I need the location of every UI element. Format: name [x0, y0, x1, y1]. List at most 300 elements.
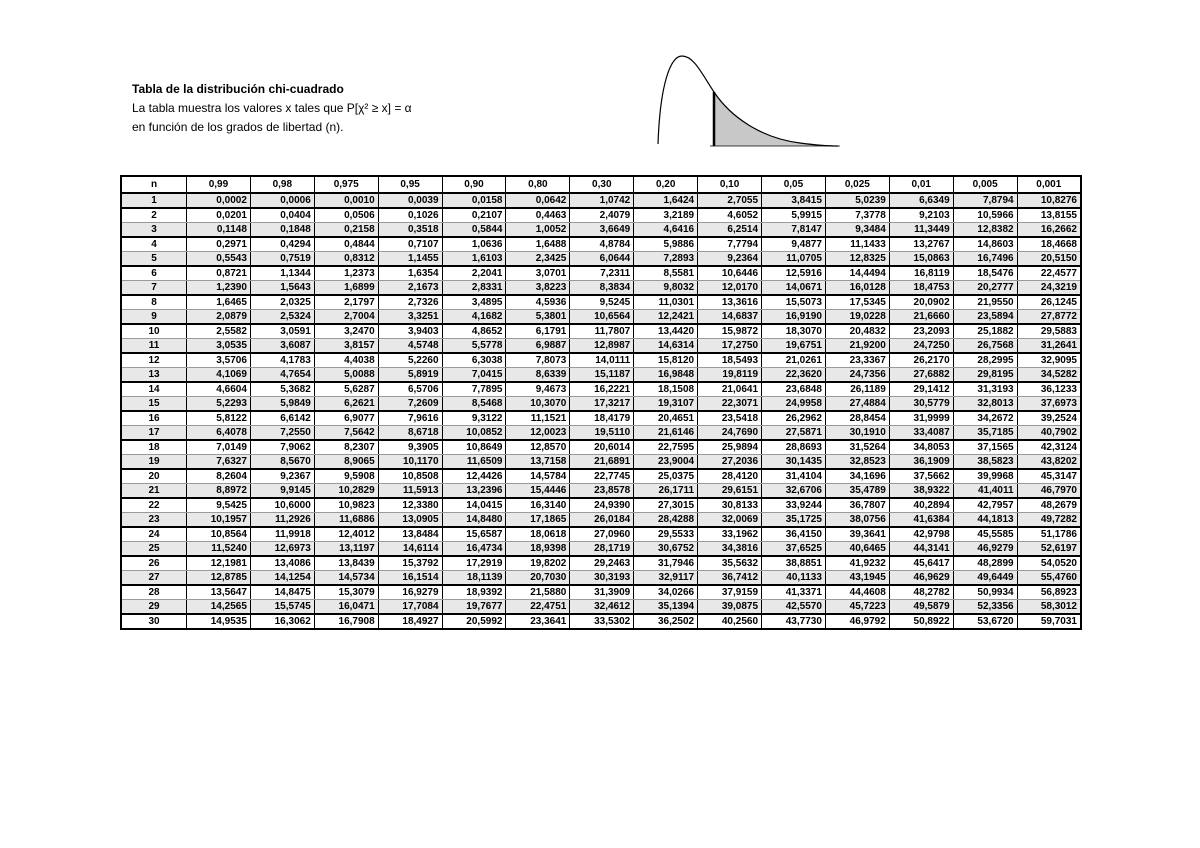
column-header-alpha: 0,10: [698, 176, 762, 193]
critical-value-cell: 35,4789: [825, 484, 889, 499]
critical-value-cell: 12,0170: [698, 281, 762, 296]
table-row: [121, 339, 1081, 354]
critical-value-cell: 5,3801: [506, 310, 570, 325]
critical-value-cell: 2,4079: [570, 208, 634, 223]
dof-cell: 1: [121, 193, 187, 208]
critical-value-cell: 15,1187: [570, 368, 634, 383]
critical-value-cell: 40,6465: [825, 542, 889, 557]
critical-value-cell: 5,9886: [634, 237, 698, 252]
critical-value-cell: 18,0618: [506, 527, 570, 542]
critical-value-cell: 31,9999: [889, 411, 953, 426]
critical-value-cell: 46,9629: [889, 571, 953, 586]
critical-value-cell: 39,9968: [953, 469, 1017, 484]
critical-value-cell: 3,8223: [506, 281, 570, 296]
critical-value-cell: 3,0701: [506, 266, 570, 281]
critical-value-cell: 25,0375: [634, 469, 698, 484]
critical-value-cell: 0,0642: [506, 193, 570, 208]
critical-value-cell: 21,6891: [570, 455, 634, 470]
critical-value-cell: 18,5476: [953, 266, 1017, 281]
critical-value-cell: 37,9159: [698, 585, 762, 600]
critical-value-cell: 2,5324: [250, 310, 314, 325]
critical-value-cell: 38,5823: [953, 455, 1017, 470]
critical-value-cell: 39,3641: [825, 527, 889, 542]
column-header-alpha: 0,98: [250, 176, 314, 193]
critical-value-cell: 4,6604: [187, 382, 251, 397]
dof-cell: 17: [121, 426, 187, 441]
critical-value-cell: 7,7794: [698, 237, 762, 252]
critical-value-cell: 9,2367: [250, 469, 314, 484]
critical-value-cell: 1,5643: [250, 281, 314, 296]
critical-value-cell: 12,8325: [825, 252, 889, 267]
critical-value-cell: 34,8053: [889, 440, 953, 455]
critical-value-cell: 9,8032: [634, 281, 698, 296]
critical-value-cell: 0,1026: [378, 208, 442, 223]
critical-value-cell: 6,6349: [889, 193, 953, 208]
critical-value-cell: 14,9535: [187, 614, 251, 629]
dof-cell: 20: [121, 469, 187, 484]
critical-value-cell: 23,3641: [506, 614, 570, 629]
critical-value-cell: 7,2311: [570, 266, 634, 281]
critical-value-cell: 8,6339: [506, 368, 570, 383]
dof-cell: 18: [121, 440, 187, 455]
critical-value-cell: 21,9550: [953, 295, 1017, 310]
critical-value-cell: 18,3070: [762, 324, 826, 339]
critical-value-cell: 11,3449: [889, 223, 953, 238]
column-header-alpha: 0,05: [762, 176, 826, 193]
critical-value-cell: 32,9095: [1017, 353, 1081, 368]
critical-value-cell: 6,6142: [250, 411, 314, 426]
critical-value-cell: 2,3425: [506, 252, 570, 267]
critical-value-cell: 10,8564: [187, 527, 251, 542]
critical-value-cell: 4,1069: [187, 368, 251, 383]
critical-value-cell: 48,2679: [1017, 498, 1081, 513]
critical-value-cell: 31,2641: [1017, 339, 1081, 354]
table-row: [121, 310, 1081, 325]
critical-value-cell: 24,3219: [1017, 281, 1081, 296]
critical-value-cell: 18,1508: [634, 382, 698, 397]
critical-value-cell: 5,8122: [187, 411, 251, 426]
critical-value-cell: 8,2604: [187, 469, 251, 484]
critical-value-cell: 3,0535: [187, 339, 251, 354]
critical-value-cell: 29,5883: [1017, 324, 1081, 339]
critical-value-cell: 59,7031: [1017, 614, 1081, 629]
critical-value-cell: 42,3124: [1017, 440, 1081, 455]
critical-value-cell: 0,5543: [187, 252, 251, 267]
critical-value-cell: 29,5533: [634, 527, 698, 542]
critical-value-cell: 15,5745: [250, 600, 314, 615]
dof-cell: 9: [121, 310, 187, 325]
critical-value-cell: 11,0705: [762, 252, 826, 267]
critical-value-cell: 48,2782: [889, 585, 953, 600]
critical-value-cell: 5,2260: [378, 353, 442, 368]
critical-value-cell: 10,0852: [442, 426, 506, 441]
critical-value-cell: 10,2829: [314, 484, 378, 499]
column-header-alpha: 0,95: [378, 176, 442, 193]
critical-value-cell: 42,9798: [889, 527, 953, 542]
column-header-alpha: 0,80: [506, 176, 570, 193]
critical-value-cell: 1,2390: [187, 281, 251, 296]
critical-value-cell: 5,6287: [314, 382, 378, 397]
critical-value-cell: 24,7250: [889, 339, 953, 354]
critical-value-cell: 11,2926: [250, 513, 314, 528]
critical-value-cell: 38,8851: [762, 556, 826, 571]
critical-value-cell: 14,8480: [442, 513, 506, 528]
critical-value-cell: 2,2041: [442, 266, 506, 281]
critical-value-cell: 21,0261: [762, 353, 826, 368]
critical-value-cell: 26,2170: [889, 353, 953, 368]
critical-value-cell: 4,6416: [634, 223, 698, 238]
critical-value-cell: 46,9279: [953, 542, 1017, 557]
critical-value-cell: 14,4494: [825, 266, 889, 281]
critical-value-cell: 14,5734: [314, 571, 378, 586]
critical-value-cell: 27,2036: [698, 455, 762, 470]
critical-value-cell: 6,9077: [314, 411, 378, 426]
critical-value-cell: 0,0039: [378, 193, 442, 208]
critical-value-cell: 1,1344: [250, 266, 314, 281]
critical-value-cell: 16,3062: [250, 614, 314, 629]
critical-value-cell: 0,4463: [506, 208, 570, 223]
column-header-alpha: 0,975: [314, 176, 378, 193]
critical-value-cell: 31,4104: [762, 469, 826, 484]
critical-value-cell: 13,8439: [314, 556, 378, 571]
critical-value-cell: 33,4087: [889, 426, 953, 441]
description-line-1: La tabla muestra los valores x tales que P[χ² ≥ x] = α: [132, 101, 412, 115]
critical-value-cell: 9,5245: [570, 295, 634, 310]
critical-value-cell: 0,4294: [250, 237, 314, 252]
critical-value-cell: 20,7030: [506, 571, 570, 586]
critical-value-cell: 17,2750: [698, 339, 762, 354]
critical-value-cell: 23,2093: [889, 324, 953, 339]
critical-value-cell: 10,6000: [250, 498, 314, 513]
dof-cell: 30: [121, 614, 187, 629]
critical-value-cell: 20,5992: [442, 614, 506, 629]
critical-value-cell: 3,5706: [187, 353, 251, 368]
critical-value-cell: 11,0301: [634, 295, 698, 310]
dof-cell: 11: [121, 339, 187, 354]
critical-value-cell: 18,9392: [442, 585, 506, 600]
critical-value-cell: 1,0742: [570, 193, 634, 208]
critical-value-cell: 7,8147: [762, 223, 826, 238]
critical-value-cell: 13,2396: [442, 484, 506, 499]
critical-value-cell: 49,5879: [889, 600, 953, 615]
critical-value-cell: 5,3682: [250, 382, 314, 397]
critical-value-cell: 3,6649: [570, 223, 634, 238]
critical-value-cell: 28,2995: [953, 353, 1017, 368]
critical-value-cell: 9,9145: [250, 484, 314, 499]
critical-value-cell: 21,5880: [506, 585, 570, 600]
critical-value-cell: 0,2158: [314, 223, 378, 238]
table-row: [121, 614, 1081, 629]
critical-value-cell: 37,6525: [762, 542, 826, 557]
critical-value-cell: 35,1725: [762, 513, 826, 528]
critical-value-cell: 23,6848: [762, 382, 826, 397]
critical-value-cell: 5,9915: [762, 208, 826, 223]
critical-value-cell: 36,2502: [634, 614, 698, 629]
critical-value-cell: 20,5150: [1017, 252, 1081, 267]
critical-value-cell: 34,3816: [698, 542, 762, 557]
critical-value-cell: 15,3079: [314, 585, 378, 600]
critical-value-cell: 23,5418: [698, 411, 762, 426]
critical-value-cell: 20,4832: [825, 324, 889, 339]
critical-value-cell: 11,5913: [378, 484, 442, 499]
critical-value-cell: 9,2103: [889, 208, 953, 223]
critical-value-cell: 12,4012: [314, 527, 378, 542]
critical-value-cell: 20,6014: [570, 440, 634, 455]
column-header-alpha: 0,99: [187, 176, 251, 193]
critical-value-cell: 52,3356: [953, 600, 1017, 615]
critical-value-cell: 12,4426: [442, 469, 506, 484]
critical-value-cell: 18,4179: [570, 411, 634, 426]
critical-value-cell: 37,1565: [953, 440, 1017, 455]
critical-value-cell: 25,9894: [698, 440, 762, 455]
critical-value-cell: 0,7107: [378, 237, 442, 252]
critical-value-cell: 49,7282: [1017, 513, 1081, 528]
critical-value-cell: 8,9065: [314, 455, 378, 470]
critical-value-cell: 4,8652: [442, 324, 506, 339]
critical-value-cell: 14,1254: [250, 571, 314, 586]
critical-value-cell: 21,0641: [698, 382, 762, 397]
critical-value-cell: 22,7745: [570, 469, 634, 484]
critical-value-cell: 29,6151: [698, 484, 762, 499]
critical-value-cell: 0,7519: [250, 252, 314, 267]
critical-value-cell: 4,1682: [442, 310, 506, 325]
critical-value-cell: 1,1455: [378, 252, 442, 267]
critical-value-cell: 18,1139: [442, 571, 506, 586]
critical-value-cell: 26,7568: [953, 339, 1017, 354]
critical-value-cell: 7,9616: [378, 411, 442, 426]
critical-value-cell: 18,4753: [889, 281, 953, 296]
critical-value-cell: 2,7004: [314, 310, 378, 325]
critical-value-cell: 7,2893: [634, 252, 698, 267]
critical-value-cell: 0,0201: [187, 208, 251, 223]
dof-cell: 8: [121, 295, 187, 310]
critical-value-cell: 38,0756: [825, 513, 889, 528]
critical-value-cell: 7,8794: [953, 193, 1017, 208]
critical-value-cell: 5,5778: [442, 339, 506, 354]
critical-value-cell: 8,5670: [250, 455, 314, 470]
critical-value-cell: 1,6899: [314, 281, 378, 296]
critical-value-cell: 2,1673: [378, 281, 442, 296]
critical-value-cell: 2,7326: [378, 295, 442, 310]
critical-value-cell: 44,4608: [825, 585, 889, 600]
critical-value-cell: 16,2662: [1017, 223, 1081, 238]
critical-value-cell: 14,8603: [953, 237, 1017, 252]
dof-cell: 25: [121, 542, 187, 557]
critical-value-cell: 15,9872: [698, 324, 762, 339]
critical-value-cell: 18,4668: [1017, 237, 1081, 252]
critical-value-cell: 17,3217: [570, 397, 634, 412]
critical-value-cell: 3,3251: [378, 310, 442, 325]
critical-value-cell: 0,1848: [250, 223, 314, 238]
critical-value-cell: 46,9792: [825, 614, 889, 629]
critical-value-cell: 40,2560: [698, 614, 762, 629]
critical-value-cell: 33,1962: [698, 527, 762, 542]
critical-value-cell: 19,8119: [698, 368, 762, 383]
critical-value-cell: 7,9062: [250, 440, 314, 455]
critical-value-cell: 33,5302: [570, 614, 634, 629]
table-body: [121, 193, 1081, 629]
critical-value-cell: 16,7908: [314, 614, 378, 629]
critical-value-cell: 34,0266: [634, 585, 698, 600]
critical-value-cell: 31,3909: [570, 585, 634, 600]
critical-value-cell: 13,3616: [698, 295, 762, 310]
critical-value-cell: 2,0879: [187, 310, 251, 325]
table-row: [121, 484, 1081, 499]
critical-value-cell: 12,3380: [378, 498, 442, 513]
critical-value-cell: 15,4446: [506, 484, 570, 499]
critical-value-cell: 8,3834: [570, 281, 634, 296]
critical-value-cell: 7,0415: [442, 368, 506, 383]
critical-value-cell: 43,1945: [825, 571, 889, 586]
critical-value-cell: 39,0875: [698, 600, 762, 615]
critical-value-cell: 7,5642: [314, 426, 378, 441]
critical-value-cell: 4,7654: [250, 368, 314, 383]
critical-value-cell: 4,5748: [378, 339, 442, 354]
critical-value-cell: 56,8923: [1017, 585, 1081, 600]
critical-value-cell: 42,7957: [953, 498, 1017, 513]
critical-value-cell: 35,1394: [634, 600, 698, 615]
critical-value-cell: 23,9004: [634, 455, 698, 470]
dof-cell: 21: [121, 484, 187, 499]
critical-value-cell: 35,5632: [698, 556, 762, 571]
critical-value-cell: 0,8312: [314, 252, 378, 267]
critical-value-cell: 27,5871: [762, 426, 826, 441]
critical-value-cell: 10,3070: [506, 397, 570, 412]
critical-value-cell: 5,0088: [314, 368, 378, 383]
critical-value-cell: 10,1957: [187, 513, 251, 528]
critical-value-cell: 26,2962: [762, 411, 826, 426]
critical-value-cell: 28,4288: [634, 513, 698, 528]
critical-value-cell: 11,6509: [442, 455, 506, 470]
critical-value-cell: 41,6384: [889, 513, 953, 528]
critical-value-cell: 19,3107: [634, 397, 698, 412]
critical-value-cell: 13,5647: [187, 585, 251, 600]
critical-value-cell: 19,7677: [442, 600, 506, 615]
critical-value-cell: 0,0006: [250, 193, 314, 208]
critical-value-cell: 3,9403: [378, 324, 442, 339]
critical-value-cell: 17,2919: [442, 556, 506, 571]
critical-value-cell: 7,2609: [378, 397, 442, 412]
dof-cell: 28: [121, 585, 187, 600]
critical-value-cell: 16,1514: [378, 571, 442, 586]
critical-value-cell: 7,7895: [442, 382, 506, 397]
critical-value-cell: 28,1719: [570, 542, 634, 557]
critical-value-cell: 30,3193: [570, 571, 634, 586]
critical-value-cell: 33,9244: [762, 498, 826, 513]
critical-value-cell: 3,8157: [314, 339, 378, 354]
critical-value-cell: 4,8784: [570, 237, 634, 252]
table-row: [121, 193, 1081, 208]
critical-value-cell: 32,8013: [953, 397, 1017, 412]
critical-value-cell: 1,6424: [634, 193, 698, 208]
critical-value-cell: 5,9849: [250, 397, 314, 412]
critical-value-cell: 13,7158: [506, 455, 570, 470]
critical-value-cell: 7,8073: [506, 353, 570, 368]
column-header-alpha: 0,30: [570, 176, 634, 193]
critical-value-cell: 7,6327: [187, 455, 251, 470]
critical-value-cell: 21,6146: [634, 426, 698, 441]
critical-value-cell: 30,1435: [762, 455, 826, 470]
critical-value-cell: 18,5493: [698, 353, 762, 368]
critical-value-cell: 15,6587: [442, 527, 506, 542]
critical-value-cell: 5,2293: [187, 397, 251, 412]
critical-value-cell: 14,0671: [762, 281, 826, 296]
critical-value-cell: 11,7807: [570, 324, 634, 339]
column-header-alpha: 0,90: [442, 176, 506, 193]
column-header-alpha: 0,025: [825, 176, 889, 193]
critical-value-cell: 14,0111: [570, 353, 634, 368]
critical-value-cell: 48,2899: [953, 556, 1017, 571]
critical-value-cell: 9,4673: [506, 382, 570, 397]
dof-cell: 23: [121, 513, 187, 528]
critical-value-cell: 17,5345: [825, 295, 889, 310]
critical-value-cell: 24,9958: [762, 397, 826, 412]
critical-value-cell: 36,7412: [698, 571, 762, 586]
critical-value-cell: 9,4877: [762, 237, 826, 252]
critical-value-cell: 7,2550: [250, 426, 314, 441]
table-row: [121, 295, 1081, 310]
critical-value-cell: 0,4844: [314, 237, 378, 252]
critical-value-cell: 1,6488: [506, 237, 570, 252]
critical-value-cell: 24,9390: [570, 498, 634, 513]
critical-value-cell: 15,5073: [762, 295, 826, 310]
critical-value-cell: 19,6751: [762, 339, 826, 354]
table-row: [121, 469, 1081, 484]
critical-value-cell: 8,5468: [442, 397, 506, 412]
critical-value-cell: 24,7356: [825, 368, 889, 383]
dof-cell: 3: [121, 223, 187, 238]
critical-value-cell: 6,2514: [698, 223, 762, 238]
table-row: [121, 571, 1081, 586]
dof-cell: 12: [121, 353, 187, 368]
critical-value-cell: 6,5706: [378, 382, 442, 397]
critical-value-cell: 28,4120: [698, 469, 762, 484]
critical-value-cell: 9,5908: [314, 469, 378, 484]
critical-value-cell: 1,6354: [378, 266, 442, 281]
critical-value-cell: 27,0960: [570, 527, 634, 542]
critical-value-cell: 45,7223: [825, 600, 889, 615]
critical-value-cell: 13,8484: [378, 527, 442, 542]
critical-value-cell: 11,5240: [187, 542, 251, 557]
critical-value-cell: 14,0415: [442, 498, 506, 513]
critical-value-cell: 14,6114: [378, 542, 442, 557]
critical-value-cell: 15,8120: [634, 353, 698, 368]
critical-value-cell: 19,5110: [570, 426, 634, 441]
critical-value-cell: 24,7690: [698, 426, 762, 441]
critical-value-cell: 43,7730: [762, 614, 826, 629]
critical-value-cell: 44,1813: [953, 513, 1017, 528]
table-row: [121, 585, 1081, 600]
critical-value-cell: 40,2894: [889, 498, 953, 513]
critical-value-cell: 34,2672: [953, 411, 1017, 426]
table-row: [121, 542, 1081, 557]
chi-square-table: [120, 175, 1082, 630]
critical-value-cell: 12,6973: [250, 542, 314, 557]
critical-value-cell: 53,6720: [953, 614, 1017, 629]
table-row: [121, 600, 1081, 615]
critical-value-cell: 3,0591: [250, 324, 314, 339]
column-header-alpha: 0,005: [953, 176, 1017, 193]
critical-value-cell: 34,5282: [1017, 368, 1081, 383]
critical-value-cell: 1,0052: [506, 223, 570, 238]
critical-value-cell: 8,6718: [378, 426, 442, 441]
critical-value-cell: 28,8454: [825, 411, 889, 426]
critical-value-cell: 36,1233: [1017, 382, 1081, 397]
table-row: [121, 397, 1081, 412]
critical-value-cell: 26,1711: [634, 484, 698, 499]
critical-value-cell: 11,1433: [825, 237, 889, 252]
critical-value-cell: 7,3778: [825, 208, 889, 223]
